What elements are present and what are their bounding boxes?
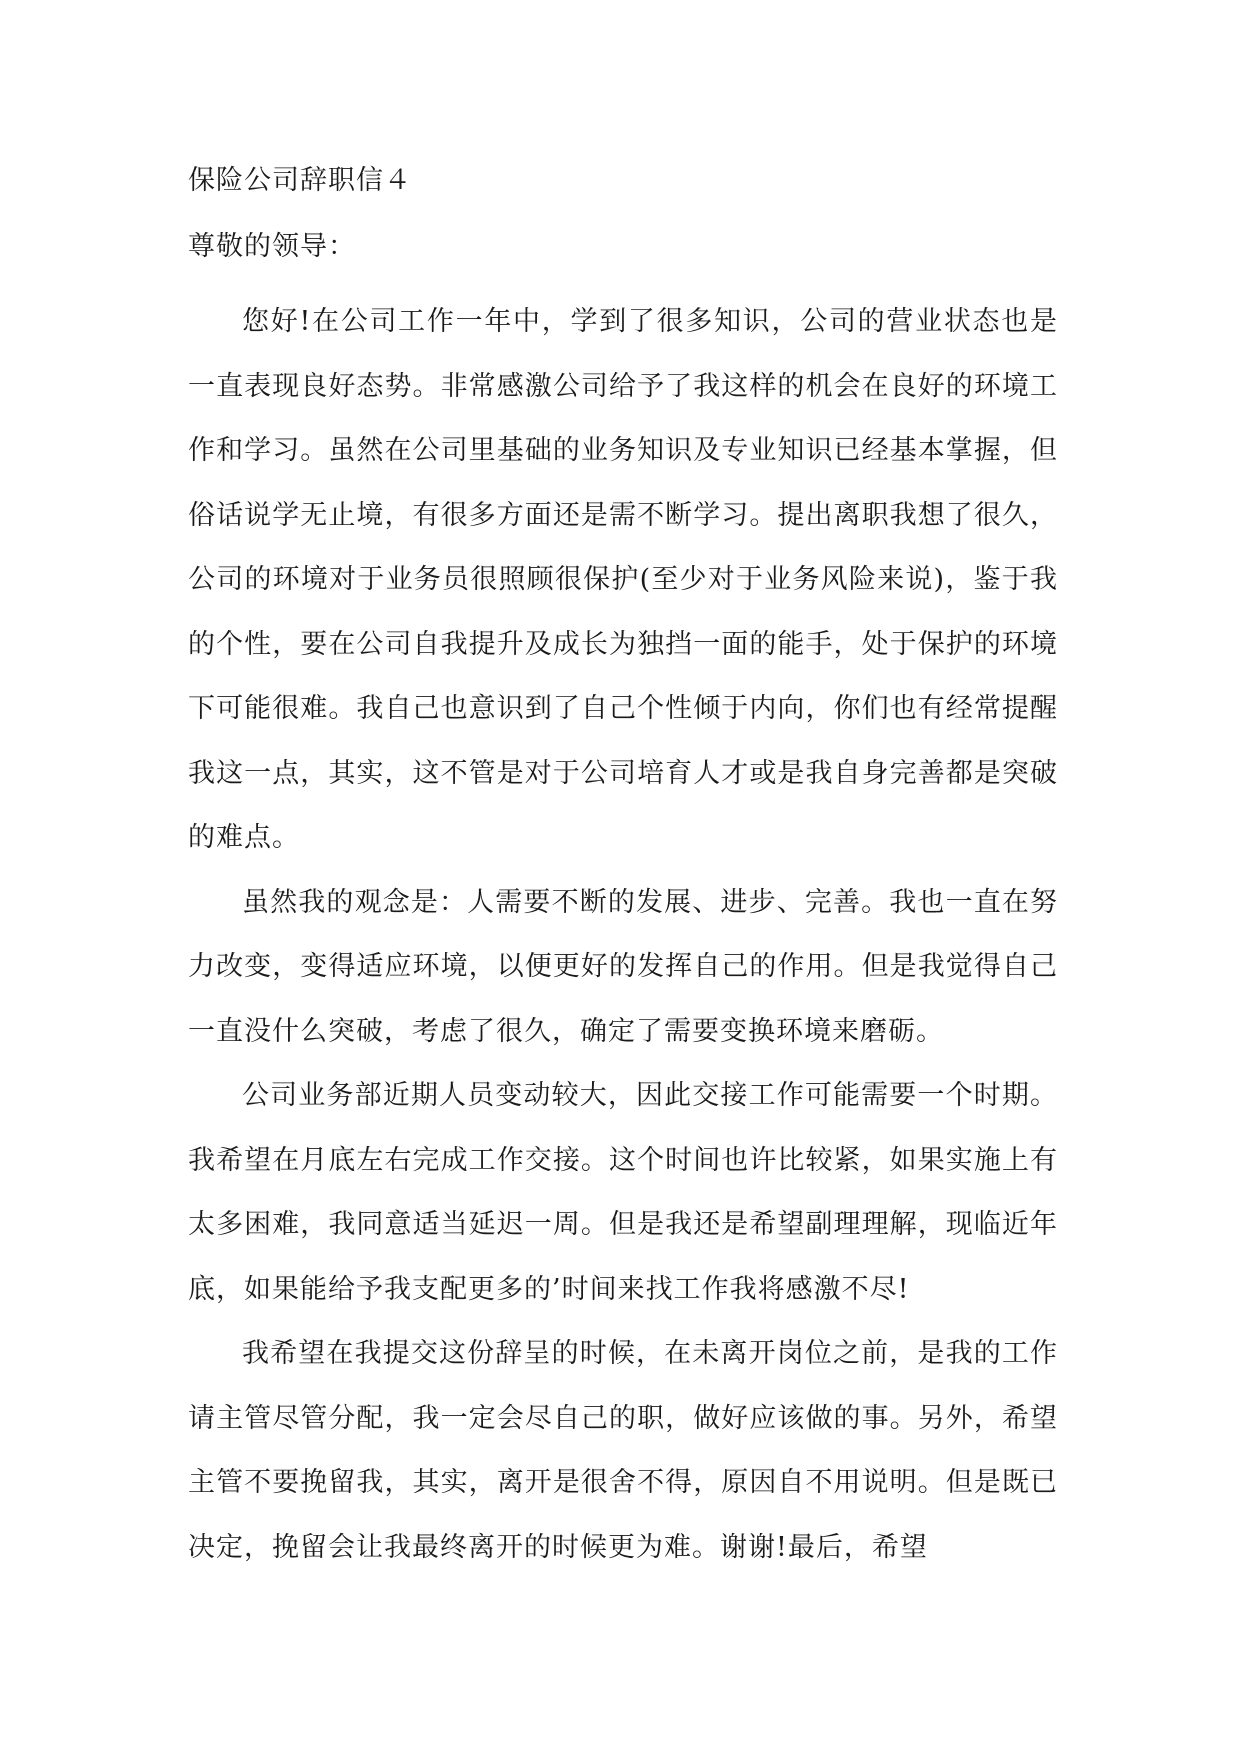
paragraph-2: 虽然我的观念是：人需要不断的发展、进步、完善。我也一直在努力改变，变得适应环境，以便更好的发挥自己的作用。但是我觉得自己一直没什么突破，考虑了很久，确定了需要变换环境来磨砺。 bbox=[188, 886, 1058, 1047]
salutation: 尊敬的领导： bbox=[188, 231, 356, 262]
document-body bbox=[188, 166, 1058, 1580]
paragraph-3: 公司业务部近期人员变动较大，因此交接工作可能需要一个时期。我希望在月底左右完成工作交接。这个时间也许比较紧，如果实施上有太多困难，我同意适当延迟一周。但是我还是希望副理理解，现临近年底，如果能给予我支配更多的’时间来找工作我将感激不尽! bbox=[188, 1080, 1058, 1305]
document-title: 保险公司辞职信４ bbox=[188, 165, 412, 196]
paragraph-4: 我希望在我提交这份辞呈的时候，在未离开岗位之前，是我的工作请主管尽管分配，我一定会尽自己的职，做好应该做的事。另外，希望主管不要挽留我，其实，离开是很舍不得，原因自不用说明。但是既已决定，挽留会让我最终离开的时候更为难。谢谢!最后，希望 bbox=[188, 1338, 1058, 1563]
paragraph-1: 您好!在公司工作一年中，学到了很多知识，公司的营业状态也是一直表现良好态势。非常感激公司给予了我这样的机会在良好的环境工作和学习。虽然在公司里基础的业务知识及专业知识已经基本掌握，但俗话说学无止境，有很多方面还是需不断学习。提出离职我想了很久，公司的环境对于业务员很照顾很保护(至少对于业务风险来说)，鉴于我的个性，要在公司自我提升及成长为独挡一面的能手，处于保护的环境下可能很难。我自己也意识到了自己个性倾于内向，你们也有经常提醒我这一点，其实，这不管是对于公司培育人才或是我自身完善都是突破的难点。 bbox=[188, 306, 1058, 853]
